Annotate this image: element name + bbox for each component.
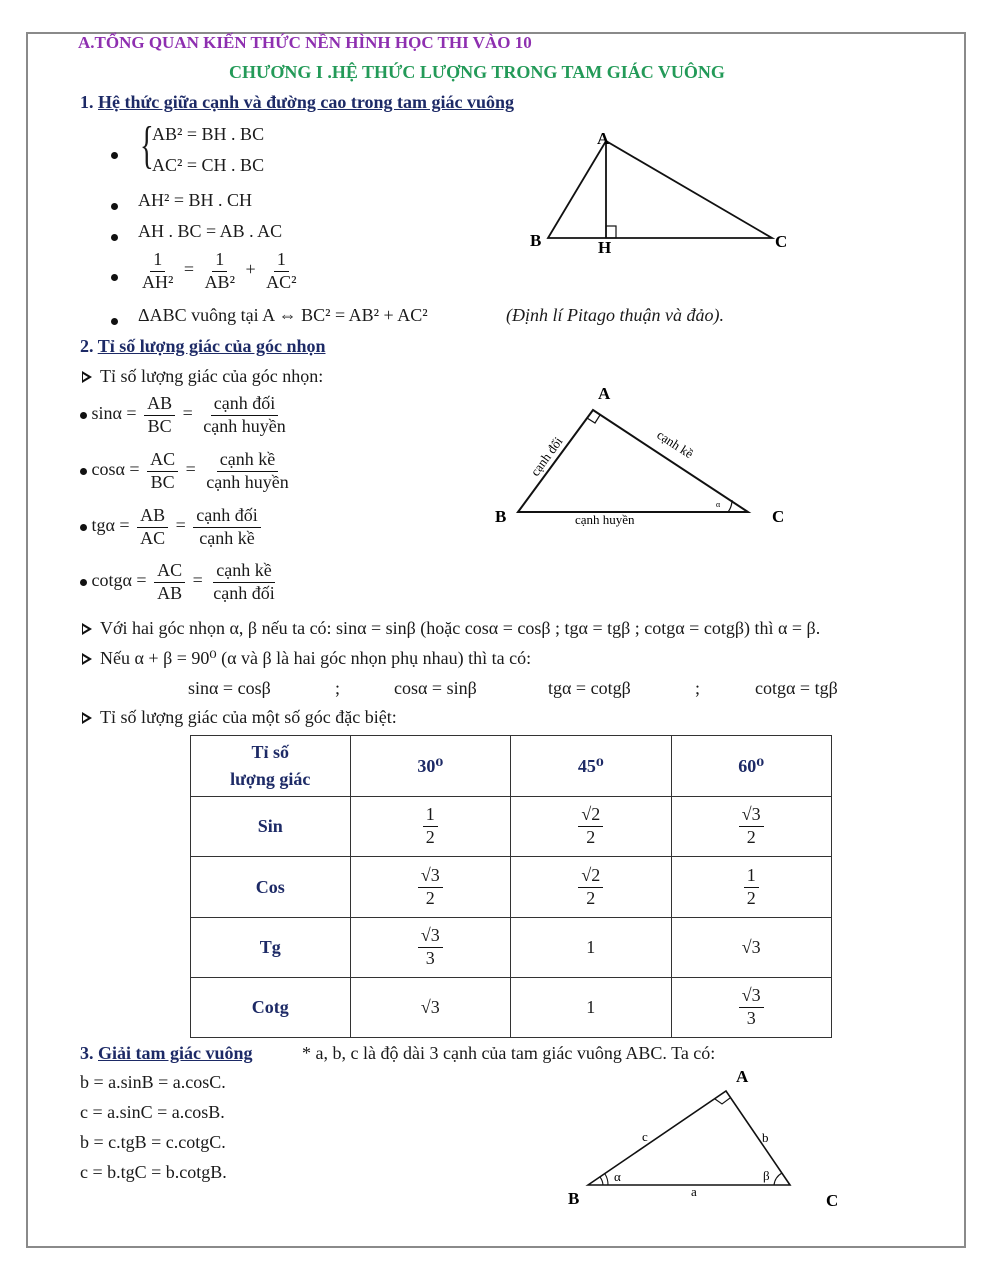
sin-60-cell <box>671 797 832 857</box>
frac-den: AH² <box>142 271 174 292</box>
tg-lhs: tgα = <box>91 515 130 536</box>
section3-note: * a, b, c là độ dài 3 cạnh của tam giác vuông ABC. Ta có: <box>302 1043 716 1063</box>
cos-60-cell <box>671 857 832 918</box>
frac-den: BC <box>150 471 175 492</box>
section3-heading <box>80 1043 253 1064</box>
beta-label: β <box>763 1168 770 1183</box>
special-angles-intro <box>82 707 397 728</box>
frac-den: cạnh đối <box>213 582 275 603</box>
pythagoras-statement: ΔABC vuông tại A ⇔ BC² = AB² + AC² <box>138 305 428 325</box>
cotg-30-cell: √3 <box>350 978 510 1038</box>
table-row-cos <box>191 857 832 918</box>
label-h: H <box>598 238 612 257</box>
angle-30-header: 30⁰ <box>350 736 510 797</box>
frac-num: AB <box>137 505 168 528</box>
section1-title: Hệ thức giữa cạnh và đường cao trong tam giác vuông <box>98 92 515 112</box>
frac-num: 1 <box>423 804 438 827</box>
plus-sign: + <box>245 259 256 280</box>
equals-sign: = <box>175 515 186 536</box>
right-angle-mark <box>715 1098 730 1104</box>
figure-altitude-triangle <box>520 120 810 265</box>
relation-1: sinα = cosβ <box>188 678 271 698</box>
frac-num: √2 <box>578 804 603 827</box>
pythagoras-note: (Định lí Pitago thuận và đảo). <box>506 305 724 325</box>
solve-eq-1: b = a.sinB = a.cosC. <box>80 1072 226 1092</box>
side-a-label: a <box>691 1184 697 1199</box>
triangle-abc <box>548 141 772 238</box>
angle-60-header: 60⁰ <box>671 736 832 797</box>
system-line2: AC² = CH . BC <box>152 155 265 175</box>
system-brace: { <box>140 117 154 174</box>
formula-reciprocal <box>136 249 303 293</box>
arrow-icon <box>82 371 92 383</box>
cos-lhs: cosα = <box>91 459 140 480</box>
label-c: C <box>826 1191 839 1210</box>
frac-num: √3 <box>739 985 764 1008</box>
sin-lhs: sinα = <box>91 403 137 424</box>
table-row-cotg <box>191 978 832 1038</box>
special-angles-table <box>190 735 832 1038</box>
side-b-label: b <box>762 1130 769 1145</box>
section2-title: Tỉ số lượng giác của góc nhọn <box>97 336 326 356</box>
frac-den: 2 <box>746 827 756 847</box>
formula-ah2: AH² = BH . CH <box>138 190 253 210</box>
solve-eq-4: c = b.tgC = b.cotgB. <box>80 1162 227 1182</box>
frac-num: cạnh kề <box>217 449 278 472</box>
sin-45-cell <box>511 797 671 857</box>
frac-num: √3 <box>418 865 443 888</box>
table-row-tg <box>191 918 832 978</box>
figure-solve-triangle <box>560 1064 860 1214</box>
cos-45-cell <box>511 857 671 918</box>
section2-heading <box>80 336 326 357</box>
sin-formula <box>80 393 292 437</box>
frac-den: 2 <box>586 827 596 847</box>
row-label-cos: Cos <box>191 857 351 918</box>
arrow-icon <box>82 653 92 665</box>
tg-formula <box>80 505 264 549</box>
cotg-45-cell: 1 <box>511 978 671 1038</box>
frac-den: AC² <box>266 271 297 292</box>
cotg-lhs: cotgα = <box>91 570 147 591</box>
frac-den: 2 <box>425 827 435 847</box>
row-label-tg: Tg <box>191 918 351 978</box>
section1-number: 1. <box>80 92 94 112</box>
table-row-sin <box>191 797 832 857</box>
arrow-icon <box>82 712 92 724</box>
cotg-formula <box>80 560 281 604</box>
section2-number: 2. <box>80 336 94 356</box>
frac-num: cạnh kề <box>213 560 274 583</box>
hypotenuse-label: cạnh huyền <box>575 512 635 527</box>
tg-30-cell <box>350 918 510 978</box>
alpha-label: α <box>716 500 721 509</box>
corner-line1: Tỉ số <box>251 742 290 762</box>
frac-num: √3 <box>418 925 443 948</box>
label-b: B <box>568 1189 580 1208</box>
sin-30-cell <box>350 797 510 857</box>
row-label-cotg: Cotg <box>191 978 351 1038</box>
equals-sign: = <box>185 459 196 480</box>
bullet <box>111 318 118 325</box>
label-a: A <box>597 129 610 148</box>
bullet <box>80 579 87 586</box>
tg-60-cell: √3 <box>671 918 832 978</box>
chapter-title: CHƯƠNG I .HỆ THỨC LƯỢNG TRONG TAM GIÁC VUÔNG <box>229 62 725 82</box>
frac-num: 1 <box>744 865 759 888</box>
frac-den: BC <box>147 415 172 436</box>
bullet <box>80 412 87 419</box>
label-b: B <box>495 507 507 526</box>
separator: ; <box>335 678 341 698</box>
alpha-label: α <box>614 1169 621 1184</box>
corner-line2: lượng giác <box>230 769 311 789</box>
frac-num: cạnh đối <box>193 505 260 528</box>
frac-num: √2 <box>578 865 603 888</box>
label-a: A <box>598 385 611 403</box>
frac-num: 1 <box>150 249 165 272</box>
frac-den: 3 <box>425 948 435 968</box>
special-text: Tỉ số lượng giác của một số góc đặc biệt: <box>100 707 397 727</box>
alpha-arc <box>605 1174 608 1185</box>
frac-den: cạnh huyền <box>206 471 289 492</box>
right-angle-mark <box>606 226 616 238</box>
bullet <box>80 468 87 475</box>
frac-den: 2 <box>586 887 596 908</box>
row-label-sin: Sin <box>191 797 351 857</box>
frac-den: 3 <box>746 1008 756 1028</box>
tg-45-cell: 1 <box>511 918 671 978</box>
table-header-row <box>191 736 832 797</box>
bullet <box>111 234 118 241</box>
frac-num: 1 <box>212 249 227 272</box>
frac-num: AC <box>154 560 185 583</box>
intro-text: Tỉ số lượng giác của góc nhọn: <box>100 366 324 386</box>
cos-30-cell <box>350 857 510 918</box>
frac-num: cạnh đối <box>211 393 278 416</box>
relation-2: cosα = sinβ <box>394 678 477 698</box>
frac-den: 2 <box>425 887 435 908</box>
frac-num: AB <box>144 393 175 416</box>
bullet <box>80 524 87 531</box>
frac-den: cạnh kề <box>199 527 255 548</box>
equals-sign: = <box>192 570 203 591</box>
opposite-side-label: cạnh đối <box>527 434 566 479</box>
relation-3: tgα = cotgβ <box>548 678 631 698</box>
table-corner-cell <box>191 736 351 797</box>
equals-sign: = <box>182 403 193 424</box>
frac-num: AC <box>147 449 178 472</box>
separator: ; <box>695 678 701 698</box>
triangle-abc <box>518 410 748 512</box>
angle-45-header: 45⁰ <box>511 736 671 797</box>
rule-equal-angles <box>82 618 820 639</box>
solve-eq-2: c = a.sinC = a.cosB. <box>80 1102 225 1122</box>
relation-4: cotgα = tgβ <box>755 678 838 698</box>
label-c: C <box>772 507 785 526</box>
frac-den: cạnh huyền <box>203 415 286 436</box>
alpha-arc-inner <box>600 1177 603 1185</box>
section1-heading <box>80 92 514 113</box>
angle-arc <box>728 500 732 512</box>
label-b: B <box>530 231 542 250</box>
frac-den: AC <box>140 527 166 548</box>
frac-num: √3 <box>739 804 764 827</box>
adjacent-side-label: cạnh kề <box>654 426 697 462</box>
cos-formula <box>80 449 295 493</box>
rule-complementary <box>82 648 531 669</box>
formula-ah-bc: AH . BC = AB . AC <box>138 221 283 241</box>
frac-den: 2 <box>746 887 756 908</box>
bullet <box>111 203 118 210</box>
system-line1: AB² = BH . BC <box>152 124 265 144</box>
section2-intro <box>82 366 323 387</box>
bullet <box>111 152 118 159</box>
label-a: A <box>736 1067 749 1086</box>
rule2-text: Nếu α + β = 90⁰ (α và β là hai góc nhọn phụ nhau) thì ta có: <box>100 648 532 668</box>
label-c: C <box>775 232 788 251</box>
frac-num: 1 <box>274 249 289 272</box>
cotg-60-cell <box>671 978 832 1038</box>
equals-sign: = <box>183 259 195 280</box>
section3-number: 3. <box>80 1043 94 1063</box>
arrow-icon <box>82 623 92 635</box>
top-title: A.TỔNG QUAN KIẾN THỨC NỀN HÌNH HỌC THI VÀO 10 <box>78 33 532 52</box>
section3-title: Giải tam giác vuông <box>98 1043 253 1063</box>
solve-eq-3: b = c.tgB = c.cotgC. <box>80 1132 226 1152</box>
frac-den: AB² <box>204 271 235 292</box>
frac-den: AB <box>157 582 183 603</box>
bullet <box>111 274 118 281</box>
figure-ratio-triangle <box>490 385 800 535</box>
beta-arc <box>774 1173 782 1185</box>
rule1-text: Với hai góc nhọn α, β nếu ta có: sinα = sinβ (hoặc cosα = cosβ ; tgα = tgβ ; cotgα = cotgβ) thì α = β. <box>100 618 821 638</box>
side-c-label: c <box>642 1129 648 1144</box>
